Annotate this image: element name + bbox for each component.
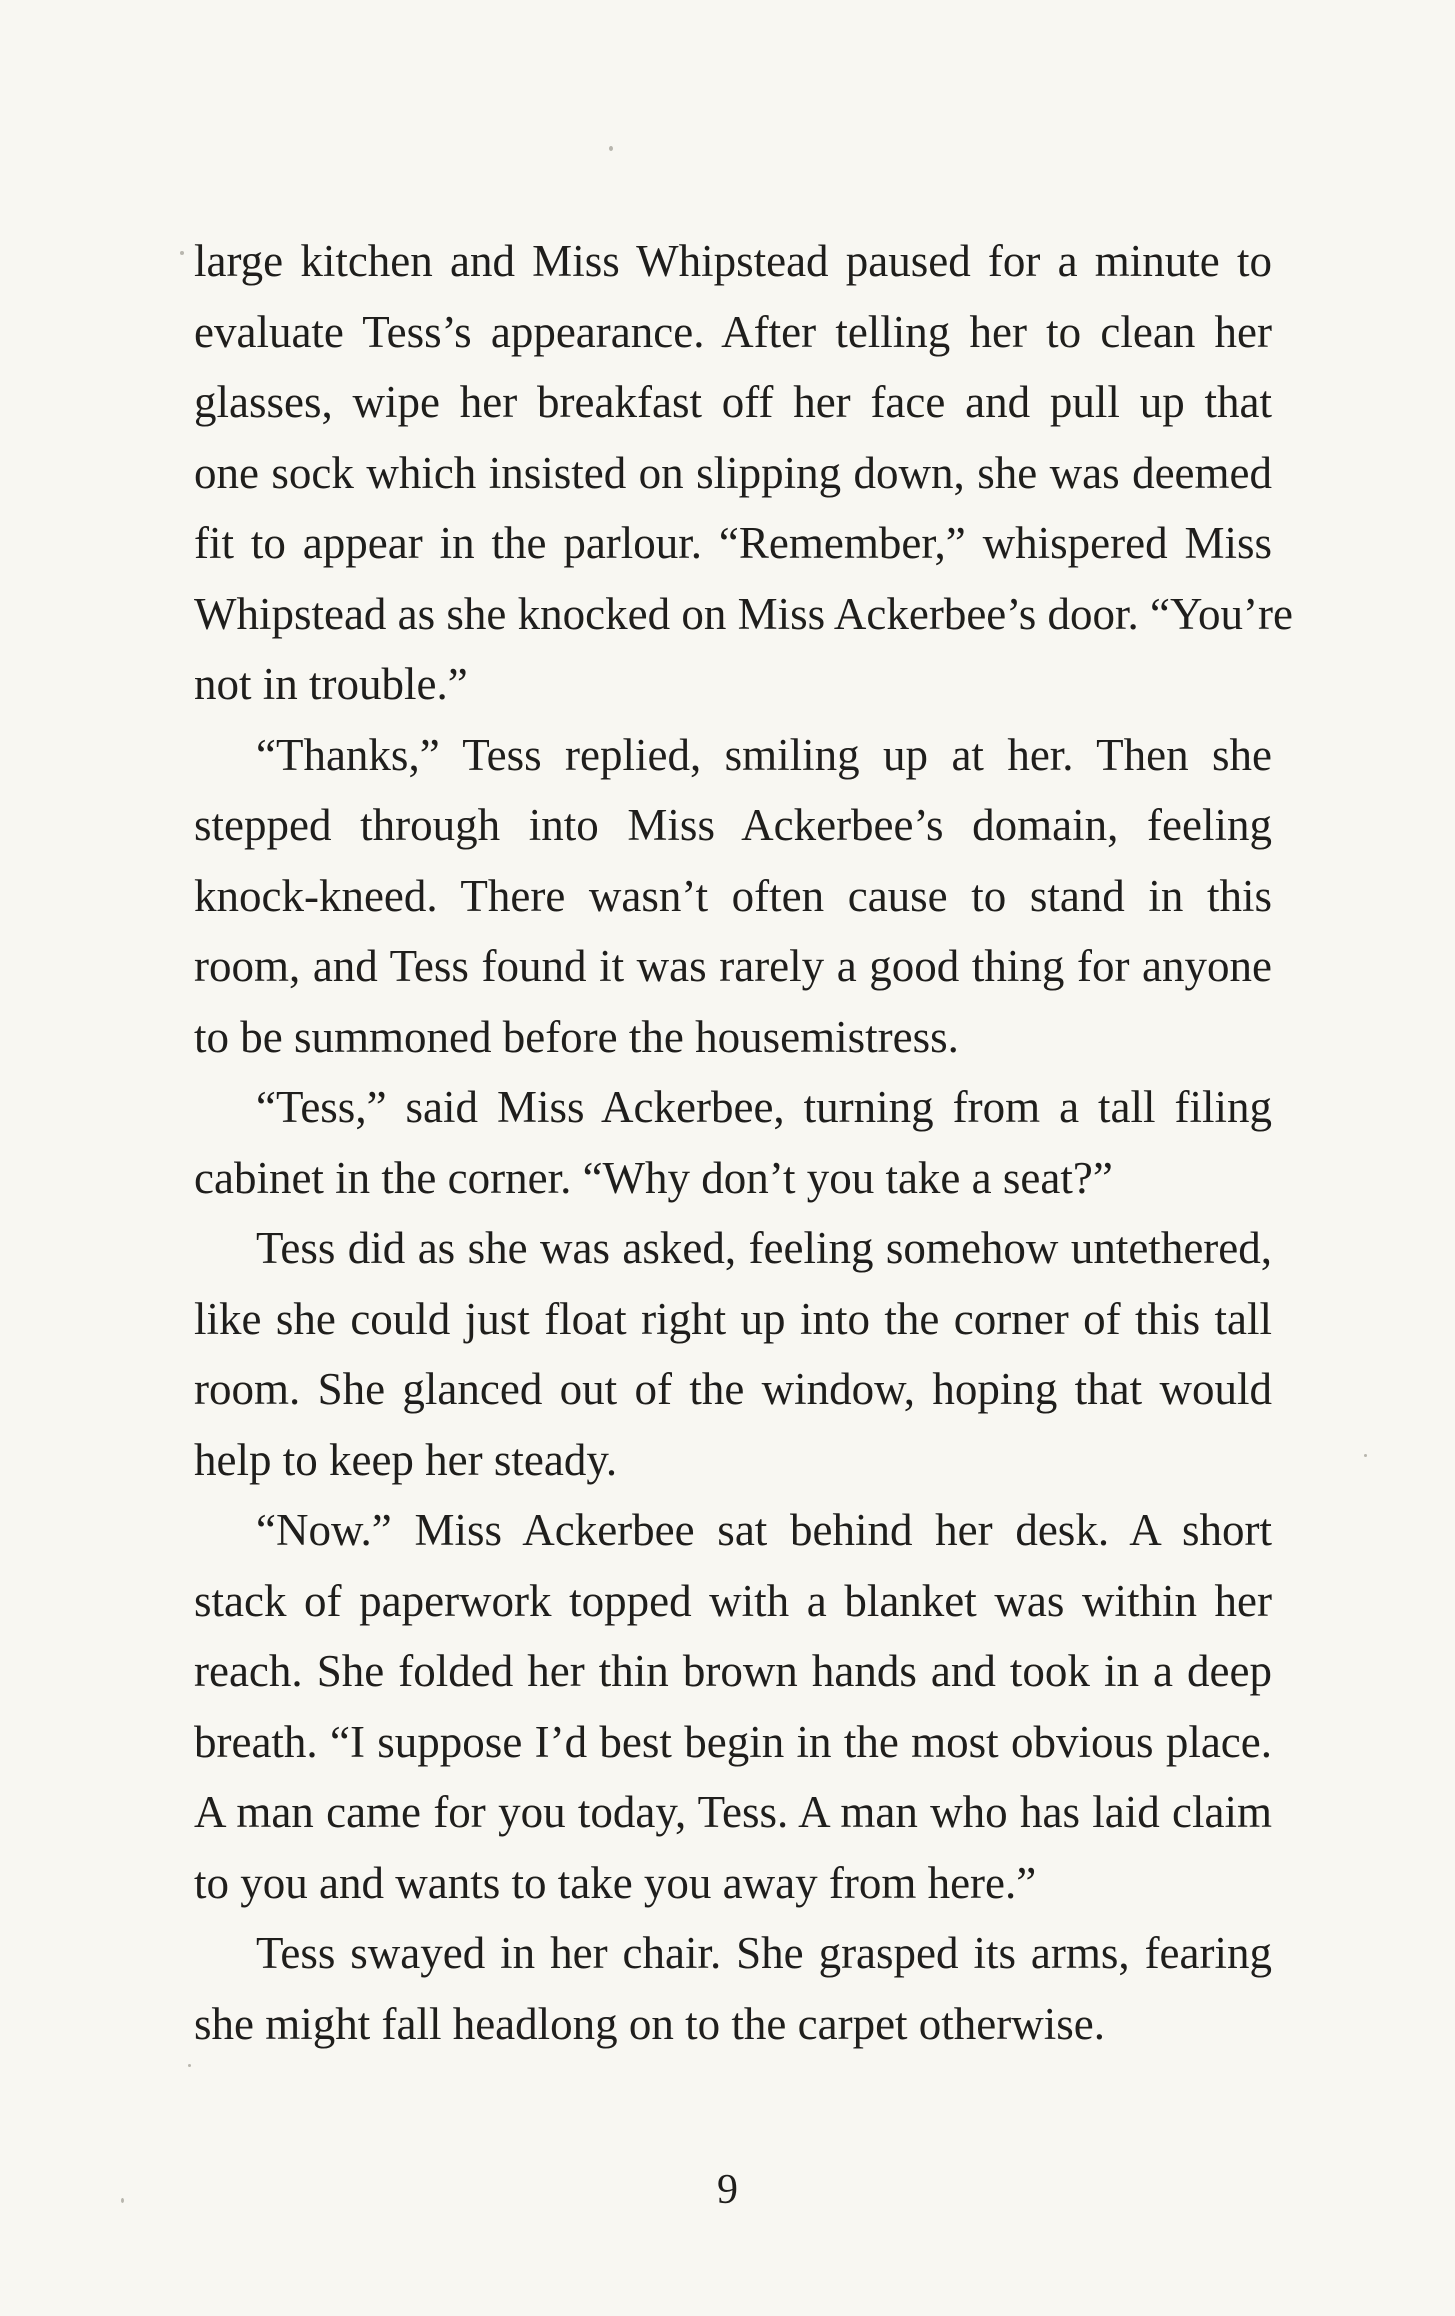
text-line: glasses, wipe her breakfast off her face and pull up that bbox=[194, 377, 1272, 427]
text-line: room. She glanced out of the window, hoping that would bbox=[194, 1364, 1272, 1414]
text-line: large kitchen and Miss Whipstead paused for a minute to bbox=[194, 236, 1272, 286]
body-text bbox=[194, 226, 1293, 2059]
paper-speck bbox=[188, 2064, 191, 2067]
text-line: to you and wants to take you away from here.” bbox=[194, 1857, 1037, 1908]
text-line: “Tess,” said Miss Ackerbee, turning from a tall filing bbox=[256, 1082, 1272, 1132]
text-line: stepped through into Miss Ackerbee’s domain, feeling bbox=[194, 800, 1272, 850]
text-line: stack of paperwork topped with a blanket was within her bbox=[194, 1575, 1272, 1626]
text-line: “Thanks,” Tess replied, smiling up at her. Then she bbox=[256, 729, 1272, 780]
page-number: 9 bbox=[717, 2167, 738, 2213]
text-line: cabinet in the corner. “Why don’t you take a seat?” bbox=[194, 1152, 1113, 1203]
text-line: Tess swayed in her chair. She grasped its arms, fearing bbox=[256, 1928, 1272, 1978]
text-line: evaluate Tess’s appearance. After telling her to clean her bbox=[194, 306, 1272, 357]
text-line: Tess did as she was asked, feeling somehow untethered, bbox=[256, 1223, 1272, 1273]
text-line: she might fall headlong on to the carpet otherwise. bbox=[194, 1998, 1105, 2049]
text-line: “Now.” Miss Ackerbee sat behind her desk. A short bbox=[256, 1505, 1272, 1555]
paper-speck bbox=[609, 146, 613, 151]
text-line: breath. “I suppose I’d best begin in the most obvious place. bbox=[194, 1716, 1272, 1767]
text-line: like she could just float right up into the corner of this tall bbox=[194, 1293, 1272, 1344]
text-line: Whipstead as she knocked on Miss Ackerbee’s door. “You’re bbox=[194, 588, 1293, 639]
paper-speck bbox=[180, 251, 184, 255]
text-line: help to keep her steady. bbox=[194, 1434, 618, 1485]
text-line: one sock which insisted on slipping down, she was deemed bbox=[194, 447, 1272, 498]
text-line: not in trouble.” bbox=[194, 659, 468, 709]
text-line: room, and Tess found it was rarely a good thing for anyone bbox=[194, 941, 1272, 991]
text-line: A man came for you today, Tess. A man who has laid claim bbox=[194, 1787, 1272, 1837]
text-line: knock-kneed. There wasn’t often cause to stand in this bbox=[194, 870, 1272, 921]
paper-speck bbox=[1364, 1454, 1367, 1457]
text-line: fit to appear in the parlour. “Remember,” whispered Miss bbox=[194, 518, 1272, 568]
text-line: to be summoned before the housemistress. bbox=[194, 1011, 959, 1062]
text-line: reach. She folded her thin brown hands and took in a deep bbox=[194, 1646, 1272, 1696]
